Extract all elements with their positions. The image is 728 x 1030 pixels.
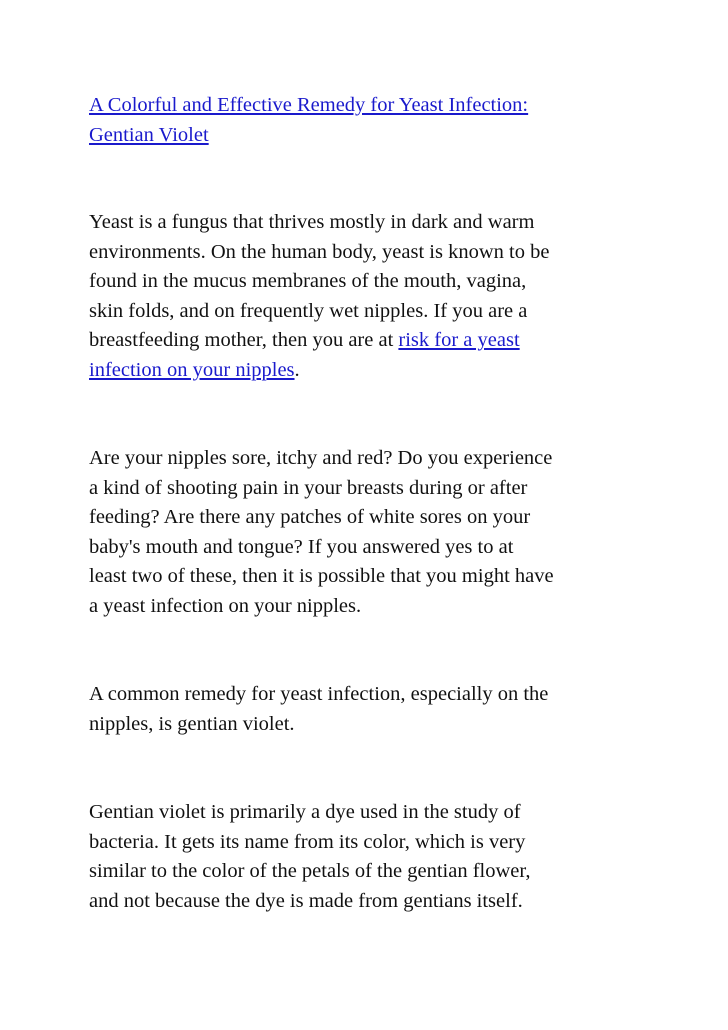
paragraph-line [89,356,649,386]
paragraph-line: least two of these, then it is possible that you might have [89,565,554,587]
article-title[interactable] [89,90,649,150]
paragraph-line: A common remedy for yeast infection, especially on the [89,683,549,705]
paragraph-line: bacteria. It gets its name from its color, which is very [89,830,526,853]
paragraph-line: Yeast is a fungus that thrives mostly in dark and warm [89,211,535,233]
document-page [89,90,649,975]
paragraph-line: skin folds, and on frequently wet nipples. If you are a [89,299,528,322]
paragraph-line: found in the mucus membranes of the mouth, vagina, [89,270,527,292]
paragraph-line: a yeast infection on your nipples. [89,594,362,617]
paragraph-yeast-intro [89,208,649,385]
title-line-1: A Colorful and Effective Remedy for Yeast Infection: [89,94,529,116]
paragraph-line: environments. On the human body, yeast is known to be [89,240,550,263]
risk-link-part-2[interactable]: infection on your nipples [89,358,295,381]
title-link[interactable] [89,90,649,150]
paragraph-gentian-violet [89,798,649,916]
paragraph-remedy [89,680,649,739]
paragraph-line: a kind of shooting pain in your breasts during or after [89,476,528,499]
title-line-2: Gentian Violet [89,124,209,146]
paragraph-line: feeding? Are there any patches of white sores on your [89,506,531,528]
paragraph-line: Gentian violet is primarily a dye used in the study of [89,801,521,823]
paragraph-line: baby's mouth and tongue? If you answered yes to at [89,535,514,558]
paragraph-line: similar to the color of the petals of the gentian flower, [89,860,531,882]
paragraph-symptoms [89,444,649,621]
paragraph-line [89,326,649,356]
paragraph-line: nipples, is gentian violet. [89,712,295,735]
paragraph-line: Are your nipples sore, itchy and red? Do you experience [89,447,553,469]
paragraph-line: and not because the dye is made from gentians itself. [89,889,523,912]
paragraph-text: . [294,358,300,381]
risk-link-part-1[interactable]: risk for a yeast [398,329,520,351]
paragraph-text: breastfeeding mother, then you are at [89,329,399,351]
